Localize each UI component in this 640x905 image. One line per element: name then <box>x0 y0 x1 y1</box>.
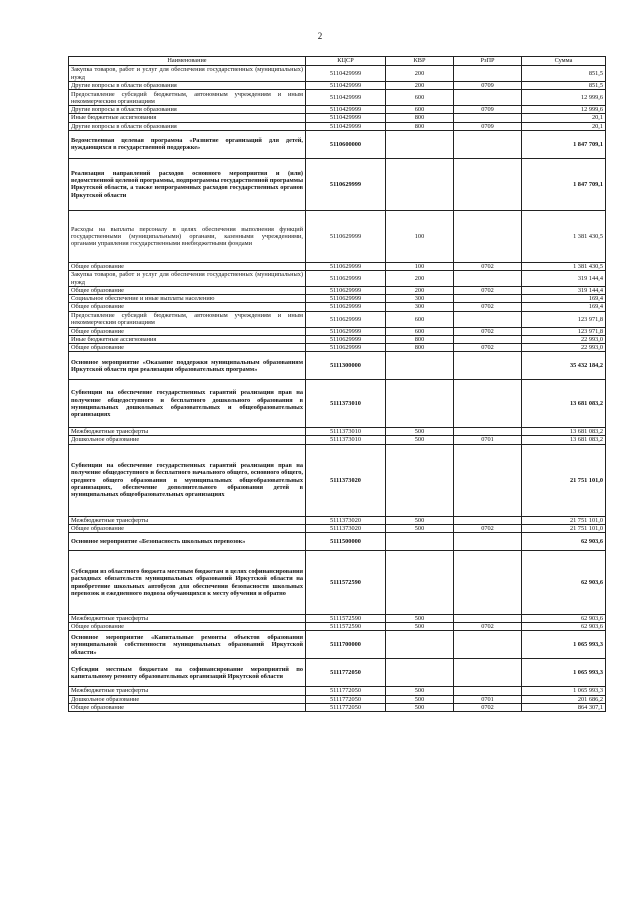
row-rzpr-cell: 0702 <box>454 524 522 532</box>
row-name-cell: Межбюджетные трансферты <box>69 516 306 524</box>
row-kvr-cell: 200 <box>386 66 454 82</box>
table-row <box>69 659 606 687</box>
table-row <box>69 380 606 428</box>
row-rzpr-cell: 0709 <box>454 106 522 114</box>
row-name-cell: Иные бюджетные ассигнования <box>69 114 306 122</box>
header-kcsr: КЦСР <box>306 57 386 66</box>
row-sum-cell: 62 903,6 <box>522 615 606 623</box>
row-kvr-cell: 500 <box>386 428 454 436</box>
row-kvr-cell <box>386 130 454 158</box>
row-kvr-cell: 100 <box>386 262 454 270</box>
table-row <box>69 287 606 295</box>
row-kcsr-cell: 5111572590 <box>306 615 386 623</box>
header-name: Наименование <box>69 57 306 66</box>
row-name-cell: Расходы на выплаты персоналу в целях обеспечения выполнения функций государственными (муниципальными) органами, казенными учреждениями, органами управления государственными внебюджетными фондами <box>69 210 306 262</box>
row-kcsr-cell: 5110629999 <box>306 262 386 270</box>
row-kcsr-cell: 5110629999 <box>306 335 386 343</box>
row-kcsr-cell: 5110629999 <box>306 287 386 295</box>
row-sum-cell: 1 847 709,1 <box>522 130 606 158</box>
row-kvr-cell <box>386 352 454 380</box>
row-rzpr-cell <box>454 516 522 524</box>
page-number: 2 <box>317 31 323 41</box>
row-kvr-cell: 500 <box>386 516 454 524</box>
row-kcsr-cell: 5110629999 <box>306 295 386 303</box>
row-kcsr-cell: 5111373010 <box>306 436 386 444</box>
row-rzpr-cell <box>454 533 522 551</box>
row-kvr-cell: 500 <box>386 524 454 532</box>
table-row <box>69 158 606 210</box>
row-sum-cell: 1 065 993,3 <box>522 687 606 695</box>
row-kcsr-cell: 5110429999 <box>306 106 386 114</box>
row-kvr-cell <box>386 444 454 516</box>
row-kcsr-cell: 5110429999 <box>306 114 386 122</box>
row-kvr-cell: 200 <box>386 82 454 90</box>
row-kcsr-cell: 5111700000 <box>306 631 386 659</box>
table-header-row <box>69 57 606 66</box>
row-sum-cell: 62 903,6 <box>522 623 606 631</box>
row-kvr-cell: 800 <box>386 114 454 122</box>
row-kvr-cell <box>386 631 454 659</box>
row-sum-cell: 62 903,6 <box>522 533 606 551</box>
row-kcsr-cell: 5111772050 <box>306 659 386 687</box>
row-kcsr-cell: 5111300000 <box>306 352 386 380</box>
row-kcsr-cell: 5110629999 <box>306 311 386 327</box>
row-sum-cell: 123 971,8 <box>522 311 606 327</box>
row-rzpr-cell <box>454 271 522 287</box>
row-sum-cell: 1 065 993,3 <box>522 659 606 687</box>
table-row <box>69 687 606 695</box>
row-kvr-cell: 800 <box>386 335 454 343</box>
row-name-cell: Другие вопросы в области образования <box>69 82 306 90</box>
row-kvr-cell: 600 <box>386 106 454 114</box>
row-name-cell: Субвенции на обеспечение государственных гарантий реализации прав на получение общедоступного и бесплатного дошкольного образования в муниципальных дошкольных образовательных и общеобразовательных организациях <box>69 380 306 428</box>
row-kvr-cell <box>386 551 454 615</box>
row-sum-cell: 201 686,2 <box>522 695 606 703</box>
row-rzpr-cell: 0702 <box>454 287 522 295</box>
row-name-cell: Дошкольное образование <box>69 695 306 703</box>
row-kcsr-cell: 5110429999 <box>306 66 386 82</box>
row-kvr-cell: 500 <box>386 436 454 444</box>
row-kcsr-cell: 5110629999 <box>306 327 386 335</box>
table-row <box>69 524 606 532</box>
row-sum-cell: 1 065 993,3 <box>522 631 606 659</box>
row-kvr-cell <box>386 380 454 428</box>
row-rzpr-cell <box>454 631 522 659</box>
table-row <box>69 344 606 352</box>
row-kcsr-cell: 5111572590 <box>306 623 386 631</box>
row-kvr-cell <box>386 533 454 551</box>
table-row <box>69 210 606 262</box>
table-row <box>69 262 606 270</box>
row-sum-cell: 21 751 101,0 <box>522 444 606 516</box>
table-row <box>69 551 606 615</box>
row-rzpr-cell <box>454 66 522 82</box>
table-row <box>69 335 606 343</box>
row-kvr-cell: 500 <box>386 703 454 711</box>
row-name-cell: Общее образование <box>69 344 306 352</box>
table-row <box>69 82 606 90</box>
row-kvr-cell: 600 <box>386 311 454 327</box>
row-sum-cell: 21 751 101,0 <box>522 524 606 532</box>
row-name-cell: Социальное обеспечение и иные выплаты населению <box>69 295 306 303</box>
row-sum-cell: 13 681 083,2 <box>522 428 606 436</box>
row-sum-cell: 62 903,6 <box>522 551 606 615</box>
row-kvr-cell: 800 <box>386 344 454 352</box>
row-rzpr-cell <box>454 210 522 262</box>
row-rzpr-cell <box>454 114 522 122</box>
row-sum-cell: 22 993,0 <box>522 344 606 352</box>
row-kvr-cell: 500 <box>386 687 454 695</box>
row-kcsr-cell: 5110629999 <box>306 210 386 262</box>
row-kvr-cell: 500 <box>386 623 454 631</box>
row-kvr-cell: 200 <box>386 271 454 287</box>
row-kcsr-cell: 5111772050 <box>306 703 386 711</box>
row-name-cell: Общее образование <box>69 262 306 270</box>
row-name-cell: Реализация направлений расходов основного мероприятия и (или) ведомственной целевой программы, подпрограммы государственной программы Иркутской области, а также непрограммных расходов государственных органов Иркутской области <box>69 158 306 210</box>
row-name-cell: Общее образование <box>69 623 306 631</box>
row-name-cell: Иные бюджетные ассигнования <box>69 335 306 343</box>
row-name-cell: Другие вопросы в области образования <box>69 122 306 130</box>
table-row <box>69 352 606 380</box>
row-name-cell: Другие вопросы в области образования <box>69 106 306 114</box>
row-sum-cell: 13 681 083,2 <box>522 380 606 428</box>
row-rzpr-cell <box>454 687 522 695</box>
row-sum-cell: 1 381 430,5 <box>522 262 606 270</box>
row-kcsr-cell: 5110629999 <box>306 303 386 311</box>
row-sum-cell: 12 999,6 <box>522 90 606 106</box>
row-sum-cell: 35 432 184,2 <box>522 352 606 380</box>
row-kcsr-cell: 5110600000 <box>306 130 386 158</box>
row-sum-cell: 169,4 <box>522 295 606 303</box>
table-row <box>69 311 606 327</box>
row-rzpr-cell <box>454 380 522 428</box>
row-name-cell: Субсидии из областного бюджета местным бюджетам в целях софинансирования расходных обязательств муниципальных образований Иркутской области на приобретение школьных автобусов для обеспечения безопасности школьных перевозок и ежедневного подвоза обучающихся к месту обучения и обратно <box>69 551 306 615</box>
row-kcsr-cell: 5111373010 <box>306 380 386 428</box>
row-name-cell: Ведомственная целевая программа «Развитие организаций для детей, нуждающихся в государственной поддержке» <box>69 130 306 158</box>
row-kcsr-cell: 5110629999 <box>306 344 386 352</box>
table-row <box>69 516 606 524</box>
row-name-cell: Межбюджетные трансферты <box>69 428 306 436</box>
row-rzpr-cell <box>454 615 522 623</box>
row-sum-cell: 319 144,4 <box>522 287 606 295</box>
row-sum-cell: 169,4 <box>522 303 606 311</box>
row-kcsr-cell: 5111373010 <box>306 428 386 436</box>
table-row <box>69 631 606 659</box>
row-sum-cell: 13 681 083,2 <box>522 436 606 444</box>
row-rzpr-cell <box>454 352 522 380</box>
row-kcsr-cell: 5111572590 <box>306 551 386 615</box>
row-kvr-cell: 200 <box>386 287 454 295</box>
row-sum-cell: 20,1 <box>522 122 606 130</box>
row-name-cell: Дошкольное образование <box>69 436 306 444</box>
table-row <box>69 66 606 82</box>
row-kvr-cell: 600 <box>386 327 454 335</box>
table-row <box>69 327 606 335</box>
table-row <box>69 303 606 311</box>
row-rzpr-cell <box>454 130 522 158</box>
row-name-cell: Субвенции на обеспечение государственных гарантий реализации прав на получение общедоступного и бесплатного начального общего, основного общего, среднего общего образования в муниципальных общеобразовательных организациях, обеспечение дополнительного образования детей в муниципальных общеобразовательных организациях <box>69 444 306 516</box>
row-rzpr-cell: 0702 <box>454 623 522 631</box>
row-kvr-cell: 500 <box>386 695 454 703</box>
row-sum-cell: 123 971,8 <box>522 327 606 335</box>
row-sum-cell: 20,1 <box>522 114 606 122</box>
row-kvr-cell: 800 <box>386 122 454 130</box>
row-rzpr-cell <box>454 551 522 615</box>
row-kvr-cell: 500 <box>386 615 454 623</box>
table-row <box>69 295 606 303</box>
row-rzpr-cell <box>454 335 522 343</box>
row-name-cell: Предоставление субсидий бюджетным, автономным учреждениям и иным некоммерческим организациям <box>69 90 306 106</box>
row-kcsr-cell: 5111373020 <box>306 524 386 532</box>
row-name-cell: Закупка товаров, работ и услуг для обеспечения государственных (муниципальных) нужд <box>69 66 306 82</box>
row-kcsr-cell: 5111373020 <box>306 444 386 516</box>
table-row <box>69 533 606 551</box>
row-name-cell: Закупка товаров, работ и услуг для обеспечения государственных (муниципальных) нужд <box>69 271 306 287</box>
budget-table <box>68 56 606 712</box>
row-sum-cell: 22 993,0 <box>522 335 606 343</box>
table-row <box>69 271 606 287</box>
row-sum-cell: 1 381 430,5 <box>522 210 606 262</box>
row-name-cell: Межбюджетные трансферты <box>69 687 306 695</box>
row-sum-cell: 12 999,6 <box>522 106 606 114</box>
row-name-cell: Общее образование <box>69 303 306 311</box>
row-name-cell: Общее образование <box>69 524 306 532</box>
table-row <box>69 703 606 711</box>
row-rzpr-cell: 0702 <box>454 703 522 711</box>
row-kvr-cell: 300 <box>386 295 454 303</box>
table-row <box>69 428 606 436</box>
row-name-cell: Общее образование <box>69 327 306 335</box>
row-kcsr-cell: 5110629999 <box>306 158 386 210</box>
row-kcsr-cell: 5110429999 <box>306 90 386 106</box>
row-name-cell: Общее образование <box>69 703 306 711</box>
row-name-cell: Основное мероприятие «Оказание поддержки муниципальным образованиям Иркутской области при реализации образовательных программ» <box>69 352 306 380</box>
row-rzpr-cell: 0709 <box>454 122 522 130</box>
row-kcsr-cell: 5110629999 <box>306 271 386 287</box>
row-sum-cell: 851,5 <box>522 66 606 82</box>
table-row <box>69 114 606 122</box>
row-rzpr-cell: 0709 <box>454 82 522 90</box>
row-rzpr-cell: 0702 <box>454 303 522 311</box>
row-kvr-cell: 100 <box>386 210 454 262</box>
header-sum: Сумма <box>522 57 606 66</box>
row-rzpr-cell: 0702 <box>454 344 522 352</box>
row-sum-cell: 21 751 101,0 <box>522 516 606 524</box>
row-rzpr-cell <box>454 428 522 436</box>
row-sum-cell: 864 307,1 <box>522 703 606 711</box>
table-row <box>69 436 606 444</box>
row-rzpr-cell <box>454 90 522 106</box>
row-rzpr-cell <box>454 311 522 327</box>
row-kcsr-cell: 5111500000 <box>306 533 386 551</box>
row-sum-cell: 319 144,4 <box>522 271 606 287</box>
row-kcsr-cell: 5110429999 <box>306 122 386 130</box>
header-rzpr: РзПР <box>454 57 522 66</box>
row-kvr-cell: 300 <box>386 303 454 311</box>
row-rzpr-cell <box>454 158 522 210</box>
table-row <box>69 130 606 158</box>
row-rzpr-cell: 0702 <box>454 327 522 335</box>
row-kvr-cell <box>386 158 454 210</box>
row-name-cell: Субсидии местным бюджетам на софинансирование мероприятий по капитальному ремонту образовательных организаций Иркутской области <box>69 659 306 687</box>
row-name-cell: Основное мероприятие «Капитальные ремонты объектов образования муниципальной собственности муниципальных образований Иркутской области» <box>69 631 306 659</box>
row-kcsr-cell: 5110429999 <box>306 82 386 90</box>
row-rzpr-cell: 0702 <box>454 262 522 270</box>
row-kcsr-cell: 5111373020 <box>306 516 386 524</box>
row-kcsr-cell: 5111772050 <box>306 687 386 695</box>
row-rzpr-cell <box>454 444 522 516</box>
row-kvr-cell: 600 <box>386 90 454 106</box>
table-row <box>69 623 606 631</box>
table-row <box>69 122 606 130</box>
row-rzpr-cell <box>454 295 522 303</box>
row-kvr-cell <box>386 659 454 687</box>
row-name-cell: Межбюджетные трансферты <box>69 615 306 623</box>
row-name-cell: Общее образование <box>69 287 306 295</box>
table-row <box>69 106 606 114</box>
header-kvr: КВР <box>386 57 454 66</box>
row-kcsr-cell: 5111772050 <box>306 695 386 703</box>
row-sum-cell: 1 847 709,1 <box>522 158 606 210</box>
row-rzpr-cell: 0701 <box>454 695 522 703</box>
table-row <box>69 695 606 703</box>
row-rzpr-cell <box>454 659 522 687</box>
table-row <box>69 90 606 106</box>
row-name-cell: Предоставление субсидий бюджетным, автономным учреждениям и иным некоммерческим организациям <box>69 311 306 327</box>
table-row <box>69 444 606 516</box>
row-sum-cell: 851,5 <box>522 82 606 90</box>
table-row <box>69 615 606 623</box>
row-rzpr-cell: 0701 <box>454 436 522 444</box>
row-name-cell: Основное мероприятие «Безопасность школьных перевозок» <box>69 533 306 551</box>
